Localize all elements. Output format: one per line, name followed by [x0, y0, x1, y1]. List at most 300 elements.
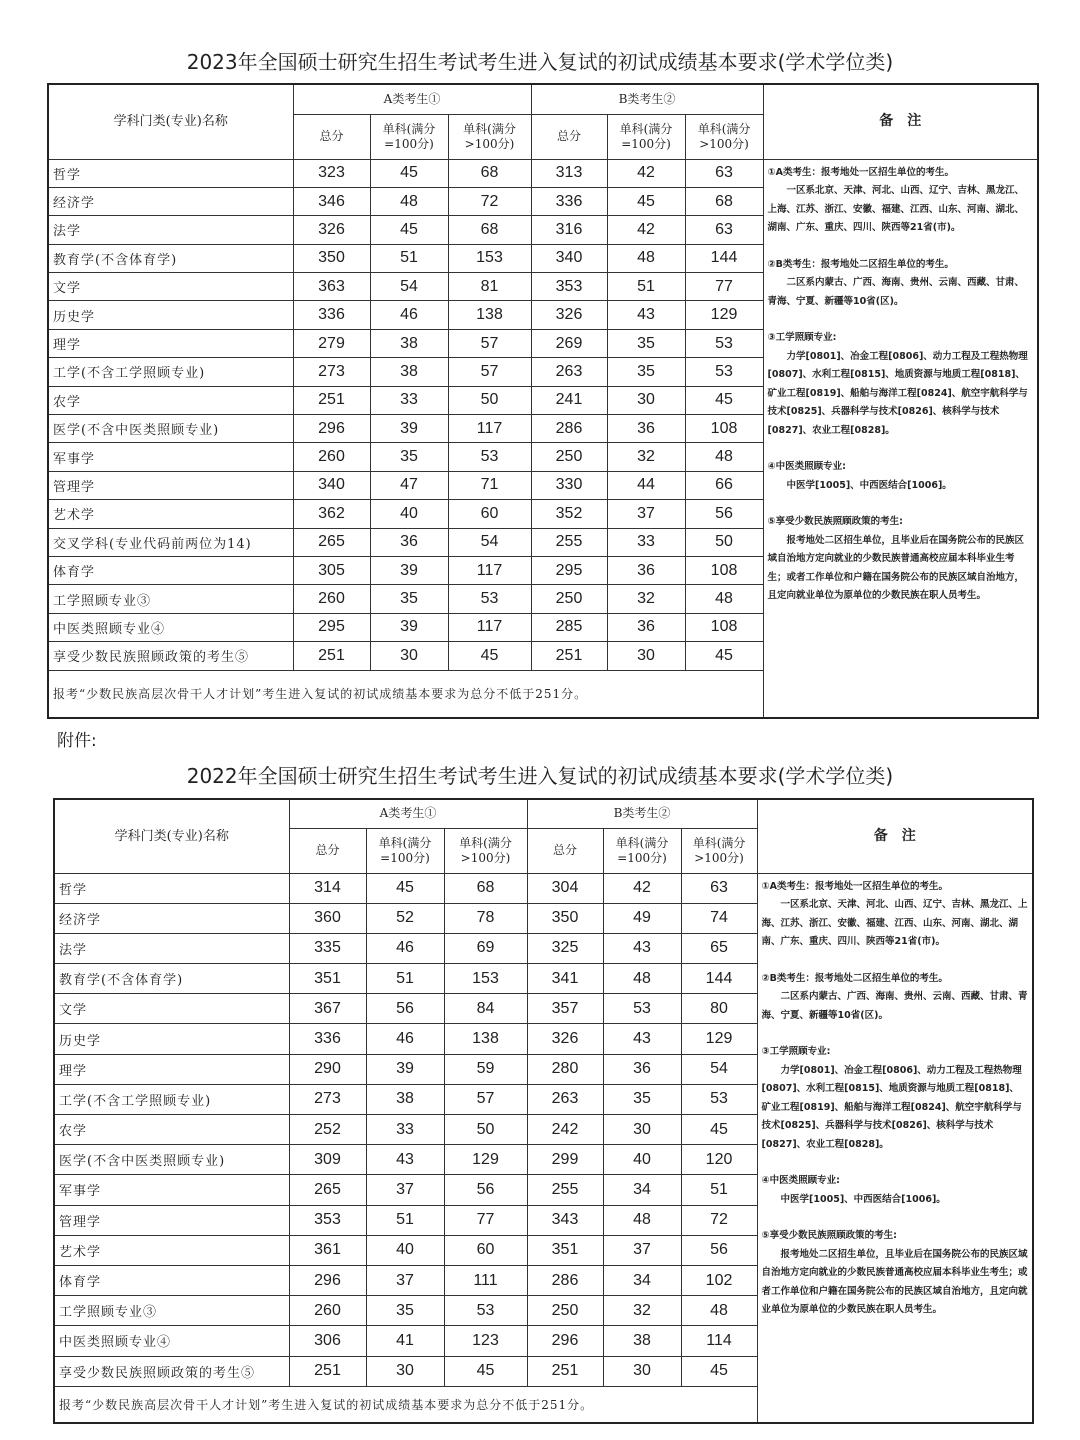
score-cell: 32 — [607, 443, 685, 471]
score-cell: 251 — [289, 1356, 366, 1386]
score-cell: 63 — [685, 216, 763, 244]
score-cell: 54 — [448, 528, 531, 556]
score-cell: 37 — [603, 1235, 681, 1265]
score-cell: 46 — [370, 301, 448, 329]
score-cell: 316 — [531, 216, 607, 244]
score-cell: 36 — [607, 415, 685, 443]
score-cell: 361 — [289, 1235, 366, 1265]
score-cell: 41 — [366, 1326, 444, 1356]
score-cell: 340 — [531, 244, 607, 272]
score-cell: 36 — [607, 556, 685, 584]
score-cell: 45 — [681, 1356, 757, 1386]
score-cell: 63 — [685, 159, 763, 187]
score-cell: 30 — [607, 386, 685, 414]
score-cell: 241 — [531, 386, 607, 414]
score-cell: 138 — [444, 1024, 527, 1054]
note-heading: ③工学照顾专业: — [767, 332, 837, 343]
score-cell: 279 — [293, 329, 370, 357]
score-cell: 43 — [607, 301, 685, 329]
score-cell: 314 — [289, 873, 366, 903]
score-cell: 45 — [370, 159, 448, 187]
group-b-header: B类考生② — [527, 799, 757, 828]
note-heading: ⑤享受少数民族照顾政策的考生: — [767, 516, 903, 527]
score-cell: 30 — [603, 1356, 681, 1386]
score-cell: 242 — [527, 1115, 603, 1145]
score-cell: 48 — [603, 1205, 681, 1235]
score-cell: 273 — [289, 1084, 366, 1114]
note-item — [768, 513, 1034, 606]
total-header-b: 总分 — [531, 114, 607, 159]
note-heading: ③工学照顾专业: — [761, 1046, 831, 1057]
score-cell: 285 — [531, 613, 607, 641]
score-cell: 39 — [366, 1054, 444, 1084]
group-a-header: A类考生① — [289, 799, 527, 828]
subject-name: 经济学 — [54, 903, 289, 933]
subject-name: 理学 — [54, 1054, 289, 1084]
score-cell: 153 — [444, 964, 527, 994]
subject-name: 管理学 — [54, 1205, 289, 1235]
score-cell: 38 — [370, 329, 448, 357]
notes-cell — [757, 873, 1033, 1423]
single-gt100-header-b: 单科(满分>100分) — [685, 114, 763, 159]
subject-name: 文学 — [54, 994, 289, 1024]
note-heading: ②B类考生：报考地处二区招生单位的考生。 — [767, 258, 954, 270]
score-cell: 39 — [370, 613, 448, 641]
single-100-header-a: 单科(满分=100分) — [370, 114, 448, 159]
score-cell: 255 — [531, 528, 607, 556]
notes-header: 备 注 — [763, 84, 1038, 159]
score-cell: 367 — [289, 994, 366, 1024]
score-cell: 251 — [293, 642, 370, 670]
score-cell: 340 — [293, 471, 370, 499]
score-cell: 45 — [370, 216, 448, 244]
score-cell: 48 — [603, 964, 681, 994]
total-header-b: 总分 — [527, 828, 603, 873]
score-cell: 313 — [531, 159, 607, 187]
score-cell: 43 — [603, 933, 681, 963]
score-cell: 49 — [603, 903, 681, 933]
score-cell: 56 — [366, 994, 444, 1024]
score-cell: 72 — [448, 187, 531, 215]
score-cell: 57 — [448, 329, 531, 357]
note-heading: ①A类考生：报考地处一区招生单位的考生。 — [761, 880, 948, 892]
group-a-header: A类考生① — [293, 84, 531, 114]
subject-name: 教育学(不含体育学) — [54, 964, 289, 994]
score-cell: 295 — [531, 556, 607, 584]
score-cell: 39 — [370, 556, 448, 584]
score-cell: 251 — [531, 642, 607, 670]
note-heading: ①A类考生：报考地处一区招生单位的考生。 — [767, 166, 954, 178]
score-cell: 351 — [289, 964, 366, 994]
score-cell: 129 — [681, 1024, 757, 1054]
table-row — [54, 873, 1033, 903]
score-cell: 45 — [685, 386, 763, 414]
score-cell: 56 — [681, 1235, 757, 1265]
score-cell: 53 — [681, 1084, 757, 1114]
score-cell: 120 — [681, 1145, 757, 1175]
score-cell: 30 — [366, 1356, 444, 1386]
score-cell: 350 — [293, 244, 370, 272]
score-cell: 80 — [681, 994, 757, 1024]
score-cell: 51 — [681, 1175, 757, 1205]
score-cell: 56 — [444, 1175, 527, 1205]
note-heading: ④中医类照顾专业: — [767, 461, 846, 472]
score-cell: 71 — [448, 471, 531, 499]
score-cell: 72 — [681, 1205, 757, 1235]
score-cell: 269 — [531, 329, 607, 357]
score-cell: 296 — [527, 1326, 603, 1356]
single-100-header-b: 单科(满分=100分) — [607, 114, 685, 159]
score-cell: 35 — [366, 1296, 444, 1326]
score-cell: 40 — [370, 500, 448, 528]
score-cell: 51 — [366, 964, 444, 994]
score-cell: 299 — [527, 1145, 603, 1175]
score-cell: 47 — [370, 471, 448, 499]
score-cell: 54 — [370, 273, 448, 301]
score-cell: 111 — [444, 1265, 527, 1295]
score-cell: 74 — [681, 903, 757, 933]
table-2023-title: 2023年全国硕士研究生招生考试考生进入复试的初试成绩基本要求(学术学位类) — [186, 50, 894, 74]
score-cell: 54 — [681, 1054, 757, 1084]
score-cell: 251 — [293, 386, 370, 414]
score-cell: 51 — [370, 244, 448, 272]
score-cell: 48 — [685, 585, 763, 613]
subject-name: 历史学 — [48, 301, 293, 329]
score-cell: 280 — [527, 1054, 603, 1084]
score-cell: 336 — [289, 1024, 366, 1054]
score-cell: 260 — [289, 1296, 366, 1326]
score-cell: 45 — [444, 1356, 527, 1386]
score-cell: 52 — [366, 903, 444, 933]
score-cell: 37 — [607, 500, 685, 528]
score-cell: 60 — [444, 1235, 527, 1265]
score-cell: 353 — [531, 273, 607, 301]
score-table — [53, 798, 1034, 1424]
single-gt100-header-a: 单科(满分>100分) — [448, 114, 531, 159]
note-item — [762, 1172, 1029, 1209]
score-cell: 335 — [289, 933, 366, 963]
score-cell: 65 — [681, 933, 757, 963]
note-heading: ⑤享受少数民族照顾政策的考生: — [761, 1230, 897, 1241]
score-cell: 309 — [289, 1145, 366, 1175]
score-cell: 108 — [685, 613, 763, 641]
subject-name: 艺术学 — [48, 500, 293, 528]
score-cell: 45 — [685, 642, 763, 670]
total-header-a: 总分 — [289, 828, 366, 873]
score-cell: 50 — [448, 386, 531, 414]
score-cell: 60 — [448, 500, 531, 528]
score-cell: 33 — [607, 528, 685, 556]
note-body: 二区系内蒙古、广西、海南、贵州、云南、西藏、甘肃、青海、宁夏、新疆等10省(区)。 — [761, 991, 1028, 1021]
score-cell: 357 — [527, 994, 603, 1024]
score-cell: 35 — [607, 358, 685, 386]
score-cell: 53 — [603, 994, 681, 1024]
score-cell: 68 — [685, 187, 763, 215]
score-cell: 40 — [366, 1235, 444, 1265]
score-cell: 36 — [603, 1054, 681, 1084]
score-cell: 53 — [444, 1296, 527, 1326]
score-cell: 40 — [603, 1145, 681, 1175]
subject-name: 哲学 — [48, 159, 293, 187]
note-item — [762, 970, 1029, 1026]
score-cell: 336 — [531, 187, 607, 215]
score-cell: 68 — [444, 873, 527, 903]
subject-name: 管理学 — [48, 471, 293, 499]
score-cell: 45 — [448, 642, 531, 670]
score-cell: 250 — [531, 443, 607, 471]
subject-name: 交叉学科(专业代码前两位为14) — [48, 528, 293, 556]
score-cell: 117 — [448, 613, 531, 641]
score-cell: 304 — [527, 873, 603, 903]
notes-header: 备 注 — [757, 799, 1033, 873]
note-body: 中医学[1005]、中西医结合[1006]。 — [786, 479, 952, 491]
subject-name: 教育学(不含体育学) — [48, 244, 293, 272]
note-body: 力学[0801]、冶金工程[0806]、动力工程及工程热物理[0807]、水利工程[0815]、地质资源与地质工程[0818]、矿业工程[0819]、船舶与海洋工程[0824]、航空宇航科学与技术[0825]、兵器科学与技术[0826]、核科学与技术[0827]、农业工程[0828]。 — [761, 1064, 1022, 1150]
score-cell: 129 — [444, 1145, 527, 1175]
score-cell: 250 — [527, 1296, 603, 1326]
score-cell: 42 — [607, 216, 685, 244]
note-item — [768, 329, 1034, 440]
score-cell: 153 — [448, 244, 531, 272]
subject-name: 享受少数民族照顾政策的考生⑤ — [48, 642, 293, 670]
note-item — [762, 1043, 1029, 1154]
score-cell: 123 — [444, 1326, 527, 1356]
score-cell: 84 — [444, 994, 527, 1024]
subject-name: 工学照顾专业③ — [54, 1296, 289, 1326]
score-cell: 66 — [685, 471, 763, 499]
single-100-header-a: 单科(满分=100分) — [366, 828, 444, 873]
table-2022-title: 2022年全国硕士研究生招生考试考生进入复试的初试成绩基本要求(学术学位类) — [186, 764, 894, 788]
score-cell: 68 — [448, 159, 531, 187]
score-cell: 296 — [293, 415, 370, 443]
subject-name: 军事学 — [54, 1175, 289, 1205]
score-cell: 343 — [527, 1205, 603, 1235]
score-cell: 362 — [293, 500, 370, 528]
score-cell: 46 — [366, 1024, 444, 1054]
subject-name: 哲学 — [54, 873, 289, 903]
score-cell: 286 — [527, 1265, 603, 1295]
score-cell: 44 — [607, 471, 685, 499]
subject-name: 工学(不含工学照顾专业) — [54, 1084, 289, 1114]
single-100-header-b: 单科(满分=100分) — [603, 828, 681, 873]
score-cell: 30 — [370, 642, 448, 670]
score-cell: 38 — [603, 1326, 681, 1356]
score-cell: 50 — [444, 1115, 527, 1145]
note-item — [768, 458, 1034, 495]
score-cell: 36 — [607, 613, 685, 641]
score-cell: 30 — [603, 1115, 681, 1145]
note-heading: ④中医类照顾专业: — [761, 1175, 840, 1186]
score-cell: 43 — [366, 1145, 444, 1175]
note-heading: ②B类考生：报考地处二区招生单位的考生。 — [761, 972, 948, 984]
score-cell: 32 — [607, 585, 685, 613]
subject-header: 学科门类(专业)名称 — [48, 84, 293, 159]
score-cell: 346 — [293, 187, 370, 215]
note-item — [762, 1227, 1029, 1320]
score-cell: 35 — [607, 329, 685, 357]
score-cell: 129 — [685, 301, 763, 329]
attachment-label: 附件: — [57, 731, 97, 751]
score-cell: 360 — [289, 903, 366, 933]
score-cell: 273 — [293, 358, 370, 386]
subject-name: 农学 — [54, 1115, 289, 1145]
score-cell: 45 — [366, 873, 444, 903]
note-body: 报考地处二区招生单位，且毕业后在国务院公布的民族区域自治地方定向就业的少数民族普通高校应届本科毕业生考生；或者工作单位和户籍在国务院公布的民族区域自治地方，且定向就业单位为原单位的少数民族在职人员考生。 — [761, 1248, 1028, 1315]
score-cell: 265 — [293, 528, 370, 556]
score-cell: 48 — [607, 244, 685, 272]
score-cell: 51 — [607, 273, 685, 301]
score-cell: 290 — [289, 1054, 366, 1084]
score-cell: 42 — [603, 873, 681, 903]
footer-note: 报考“少数民族高层次骨干人才计划”考生进入复试的初试成绩基本要求为总分不低于251分。 — [48, 670, 763, 718]
score-cell: 117 — [448, 415, 531, 443]
subject-name: 农学 — [48, 386, 293, 414]
score-cell: 252 — [289, 1115, 366, 1145]
score-cell: 37 — [366, 1175, 444, 1205]
score-cell: 63 — [681, 873, 757, 903]
score-cell: 351 — [527, 1235, 603, 1265]
score-cell: 50 — [685, 528, 763, 556]
score-table — [47, 83, 1039, 719]
score-cell: 341 — [527, 964, 603, 994]
score-cell: 114 — [681, 1326, 757, 1356]
score-cell: 57 — [444, 1084, 527, 1114]
score-cell: 38 — [366, 1084, 444, 1114]
score-cell: 42 — [607, 159, 685, 187]
total-header-a: 总分 — [293, 114, 370, 159]
score-cell: 33 — [370, 386, 448, 414]
score-cell: 38 — [370, 358, 448, 386]
score-cell: 251 — [527, 1356, 603, 1386]
score-cell: 36 — [370, 528, 448, 556]
score-cell: 78 — [444, 903, 527, 933]
score-cell: 295 — [293, 613, 370, 641]
score-cell: 32 — [603, 1296, 681, 1326]
subject-name: 军事学 — [48, 443, 293, 471]
score-cell: 77 — [444, 1205, 527, 1235]
note-body: 报考地处二区招生单位，且毕业后在国务院公布的民族区域自治地方定向就业的少数民族普通高校应届本科毕业生考生；或者工作单位和户籍在国务院公布的民族区域自治地方，且定向就业单位为原单位的少数民族在职人员考生。 — [767, 534, 1025, 601]
note-item — [768, 256, 1034, 312]
score-cell: 77 — [685, 273, 763, 301]
score-cell: 53 — [448, 585, 531, 613]
subject-name: 理学 — [48, 329, 293, 357]
note-body: 一区系北京、天津、河北、山西、辽宁、吉林、黑龙江、上海、江苏、浙江、安徽、福建、江西、山东、河南、湖北、湖南、广东、重庆、四川、陕西等21省(市)。 — [767, 185, 1025, 233]
score-cell: 326 — [527, 1024, 603, 1054]
subject-name: 中医类照顾专业④ — [48, 613, 293, 641]
score-cell: 102 — [681, 1265, 757, 1295]
score-cell: 144 — [685, 244, 763, 272]
score-cell: 363 — [293, 273, 370, 301]
score-cell: 353 — [289, 1205, 366, 1235]
score-cell: 45 — [681, 1115, 757, 1145]
note-body: 力学[0801]、冶金工程[0806]、动力工程及工程热物理[0807]、水利工程[0815]、地质资源与地质工程[0818]、矿业工程[0819]、船舶与海洋工程[0824]、航空宇航科学与技术[0825]、兵器科学与技术[0826]、核科学与技术[0827]、农业工程[0828]。 — [767, 350, 1028, 436]
score-cell: 48 — [681, 1296, 757, 1326]
subject-name: 经济学 — [48, 187, 293, 215]
score-cell: 326 — [531, 301, 607, 329]
subject-name: 医学(不含中医类照顾专业) — [48, 415, 293, 443]
score-cell: 45 — [607, 187, 685, 215]
subject-name: 历史学 — [54, 1024, 289, 1054]
score-cell: 30 — [607, 642, 685, 670]
score-cell: 56 — [685, 500, 763, 528]
score-cell: 336 — [293, 301, 370, 329]
notes-cell — [763, 159, 1038, 718]
note-body: 一区系北京、天津、河北、山西、辽宁、吉林、黑龙江、上海、江苏、浙江、安徽、福建、江西、山东、河南、湖北、湖南、广东、重庆、四川、陕西等21省(市)。 — [761, 899, 1028, 947]
subject-name: 中医类照顾专业④ — [54, 1326, 289, 1356]
score-cell: 69 — [444, 933, 527, 963]
score-cell: 352 — [531, 500, 607, 528]
score-cell: 255 — [527, 1175, 603, 1205]
score-cell: 326 — [293, 216, 370, 244]
subject-name: 法学 — [48, 216, 293, 244]
score-cell: 263 — [527, 1084, 603, 1114]
score-cell: 260 — [293, 585, 370, 613]
score-cell: 53 — [685, 329, 763, 357]
group-b-header: B类考生② — [531, 84, 763, 114]
score-cell: 51 — [366, 1205, 444, 1235]
score-cell: 81 — [448, 273, 531, 301]
subject-name: 艺术学 — [54, 1235, 289, 1265]
score-cell: 305 — [293, 556, 370, 584]
score-cell: 37 — [366, 1265, 444, 1295]
note-body: 中医学[1005]、中西医结合[1006]。 — [780, 1193, 946, 1205]
score-cell: 323 — [293, 159, 370, 187]
score-cell: 57 — [448, 358, 531, 386]
score-cell: 250 — [531, 585, 607, 613]
score-cell: 35 — [370, 443, 448, 471]
subject-header: 学科门类(专业)名称 — [54, 799, 289, 873]
score-cell: 34 — [603, 1265, 681, 1295]
score-cell: 325 — [527, 933, 603, 963]
score-cell: 48 — [685, 443, 763, 471]
subject-name: 工学(不含工学照顾专业) — [48, 358, 293, 386]
score-cell: 330 — [531, 471, 607, 499]
single-gt100-header-a: 单科(满分>100分) — [444, 828, 527, 873]
single-gt100-header-b: 单科(满分>100分) — [681, 828, 757, 873]
score-cell: 144 — [681, 964, 757, 994]
score-cell: 59 — [444, 1054, 527, 1084]
score-cell: 306 — [289, 1326, 366, 1356]
score-cell: 263 — [531, 358, 607, 386]
score-cell: 46 — [366, 933, 444, 963]
subject-name: 体育学 — [54, 1265, 289, 1295]
score-cell: 43 — [603, 1024, 681, 1054]
subject-name: 文学 — [48, 273, 293, 301]
score-cell: 53 — [448, 443, 531, 471]
note-body: 二区系内蒙古、广西、海南、贵州、云南、西藏、甘肃、青海、宁夏、新疆等10省(区)。 — [767, 277, 1025, 307]
score-cell: 39 — [370, 415, 448, 443]
score-cell: 48 — [370, 187, 448, 215]
score-cell: 53 — [685, 358, 763, 386]
score-cell: 296 — [289, 1265, 366, 1295]
score-cell: 260 — [293, 443, 370, 471]
score-cell: 117 — [448, 556, 531, 584]
score-cell: 33 — [366, 1115, 444, 1145]
subject-name: 法学 — [54, 933, 289, 963]
note-item — [762, 878, 1029, 952]
score-cell: 138 — [448, 301, 531, 329]
score-cell: 108 — [685, 556, 763, 584]
score-cell: 35 — [603, 1084, 681, 1114]
subject-name: 工学照顾专业③ — [48, 585, 293, 613]
subject-name: 享受少数民族照顾政策的考生⑤ — [54, 1356, 289, 1386]
subject-name: 医学(不含中医类照顾专业) — [54, 1145, 289, 1175]
score-cell: 68 — [448, 216, 531, 244]
score-cell: 265 — [289, 1175, 366, 1205]
score-cell: 286 — [531, 415, 607, 443]
score-cell: 34 — [603, 1175, 681, 1205]
subject-name: 体育学 — [48, 556, 293, 584]
